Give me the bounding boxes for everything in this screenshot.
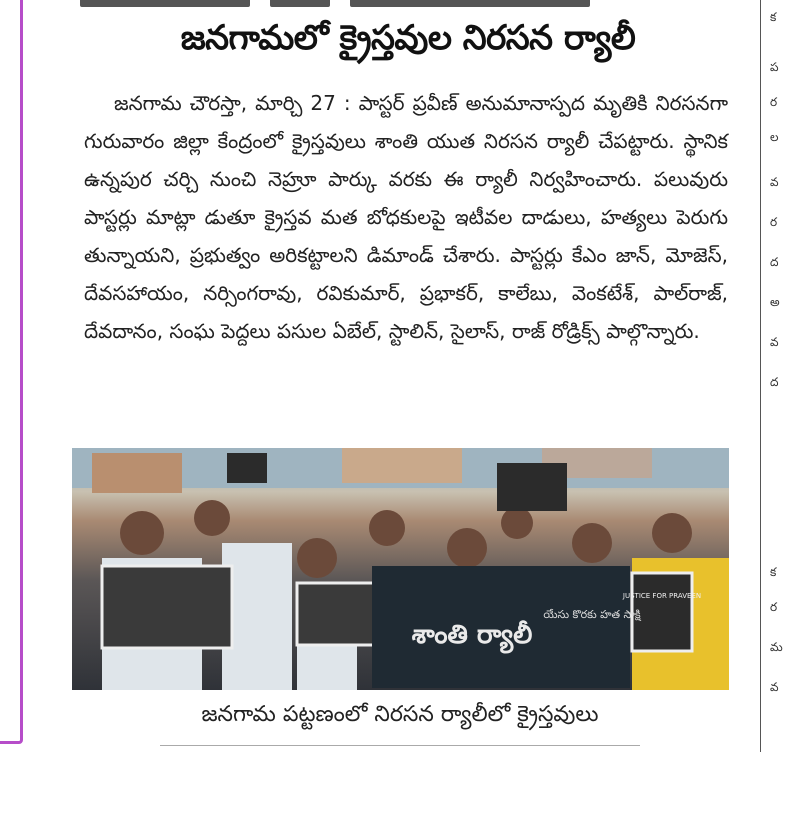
fragment-char: ర [770, 600, 778, 614]
banner-subtitle: యేసు కొరకు హత సాక్షి [543, 608, 641, 621]
rally-photo-illustration [72, 448, 729, 690]
article-headline: జనగామలో క్రైస్తవుల నిరసన ర్యాలీ [180, 18, 636, 58]
adjacent-column-fragments [768, 0, 800, 752]
fragment-char: క [770, 10, 777, 24]
fragment-char: క [770, 565, 777, 579]
fragment-char: ర [770, 215, 778, 229]
adjacent-article-border [0, 0, 23, 744]
photo-caption: జనగామ పట్టణంలో నిరసన ర్యాలీలో క్రైస్తవులు [201, 702, 599, 727]
fragment-char: మ [770, 640, 783, 654]
caption-underline [160, 745, 640, 746]
fragment-char: అ [770, 295, 780, 309]
column-divider [760, 0, 761, 752]
fragment-char: ద [770, 375, 779, 389]
top-clipped-text [0, 0, 760, 10]
fragment-char: ల [770, 130, 779, 144]
article-body-text: జనగామ చౌరస్తా, మార్చి 27 : పాస్టర్ ప్రవీణ్ అనుమానాస్పద మృతికి నిరసనగా గురువారం జిల్లా కేంద్రంలో క్రైస్తవులు శాంతి యుత నిరసన ర్యాలీ చేపట్టారు. స్థానిక ఉన్నపుర చర్చి నుంచి నెహ్రూ పార్కు వరకు ఈ ర్యాలీ నిర్వహించారు. పలువురు పాస్టర్లు మాట్లా డుతూ క్రైస్తవ మత బోధకులపై ఇటీవల దాడులు, హత్యలు పెరుగు తున్నాయని, ప్రభుత్వం అరికట్టాలని డిమాండ్ చేశారు. పాస్టర్లు కేఎం జాన్, మోజెస్, దేవసహాయం, నర్సింగరావు, రవికుమార్, ప్రభాకర్, కాలేబు, వెంకటేశ్, పాల్‌రాజ్, దేవదానం, సంఘ పెద్దలు పసుల ఏబేల్, స్టాలిన్, సైలాస్, రాజ్ రోడ్రిక్స్ పాల్గొన్నారు. [84, 91, 728, 343]
fragment-char: ద [770, 255, 779, 269]
banner-title: శాంతి ర్యాలీ [411, 620, 533, 650]
placard-text: JUSTICE FOR PRAVEEN [622, 592, 702, 600]
article-body [84, 84, 728, 350]
fragment-char: వ [770, 175, 779, 189]
rally-photo [72, 448, 729, 690]
fragment-char: వ [770, 335, 779, 349]
fragment-char: వ [770, 680, 779, 694]
fragment-char: ప [770, 60, 779, 74]
fragment-char: ర [770, 95, 778, 109]
